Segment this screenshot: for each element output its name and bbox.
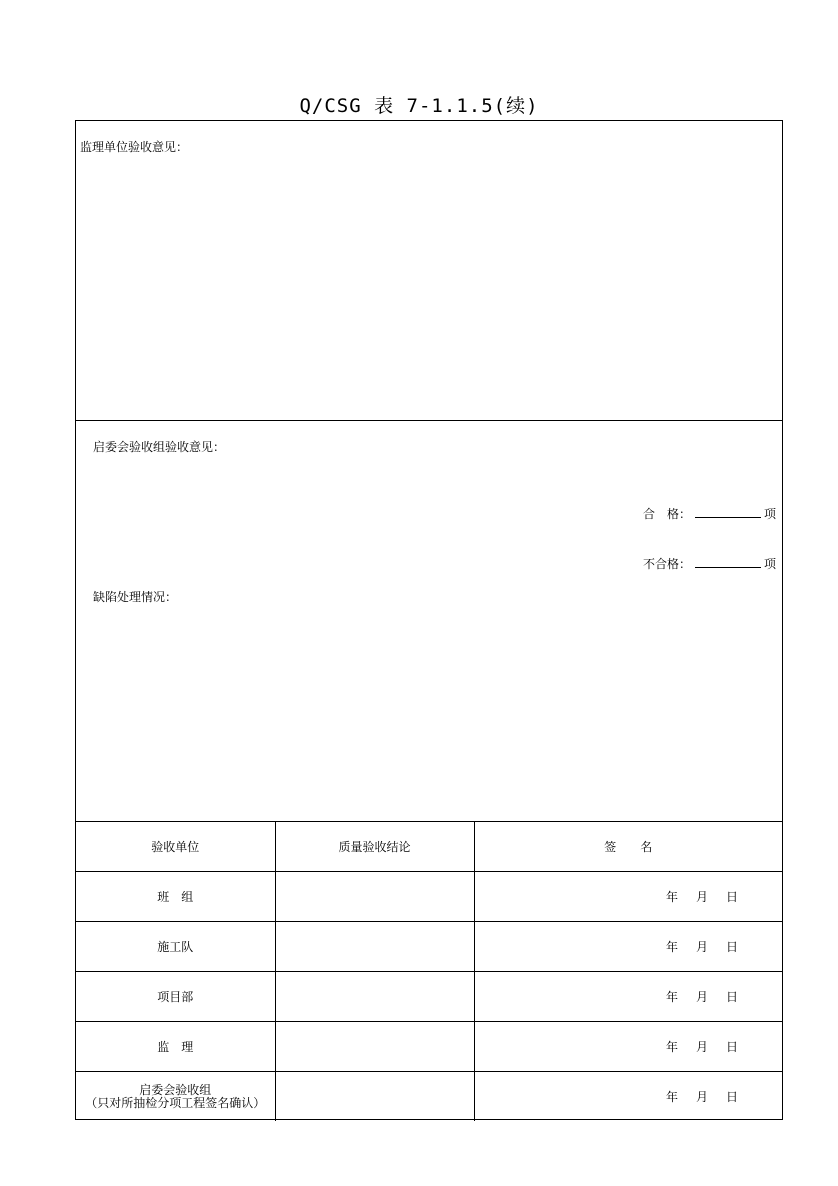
conclusion-cell[interactable] [275,1072,474,1122]
signature-cell[interactable] [474,1022,782,1072]
day-label: 日 [725,890,738,904]
month-label: 月 [695,1090,708,1104]
table-row [76,872,782,922]
acceptance-form [75,120,783,1120]
day-label: 日 [725,940,738,954]
day-label: 日 [725,1090,738,1104]
conclusion-cell[interactable] [275,972,474,1022]
signature-cell[interactable] [474,872,782,922]
signature-cell[interactable] [474,972,782,1022]
signature-table-header [76,822,782,872]
unqualified-count-field[interactable] [695,555,761,568]
supervision-opinion-label: 监理单位验收意见： [80,140,189,154]
signature-cell[interactable] [474,922,782,972]
committee-opinion-label: 启委会验收组验收意见： [93,440,226,454]
month-label: 月 [695,890,708,904]
defect-handling-label: 缺陷处理情况： [93,590,178,604]
year-label: 年 [665,990,678,1004]
qualified-row [643,505,776,522]
qualified-count-field[interactable] [695,505,761,518]
committee-opinion-section [76,421,782,821]
table-row [76,1022,782,1072]
day-label: 日 [725,1040,738,1054]
unit-cell [76,1072,275,1122]
unit-name: 启委会验收组 [139,1082,212,1097]
conclusion-cell[interactable] [275,922,474,972]
header-unit: 验收单位 [76,822,275,872]
month-label: 月 [695,1040,708,1054]
unit-cell: 班 组 [76,872,275,922]
year-label: 年 [665,1090,678,1104]
unit-cell: 项目部 [76,972,275,1022]
year-label: 年 [665,890,678,904]
day-label: 日 [725,990,738,1004]
page-title: Q/CSG 表 7-1.1.5(续) [299,95,539,117]
unit-cell: 施工队 [76,922,275,972]
qualified-label: 合 格： [642,507,691,521]
month-label: 月 [695,990,708,1004]
supervision-opinion-section [76,121,782,421]
table-row [76,972,782,1022]
signature-cell[interactable] [474,1072,782,1122]
month-label: 月 [695,940,708,954]
unqualified-label: 不合格： [642,557,691,571]
signature-table [76,821,782,1121]
unqualified-row [643,555,776,572]
header-signature: 签 名 [474,822,782,872]
table-row [76,922,782,972]
conclusion-cell[interactable] [275,1022,474,1072]
header-conclusion: 质量验收结论 [275,822,474,872]
year-label: 年 [665,940,678,954]
conclusion-cell[interactable] [275,872,474,922]
unit-cell: 监 理 [76,1022,275,1072]
year-label: 年 [665,1040,678,1054]
table-row [76,1072,782,1122]
unqualified-unit: 项 [763,557,776,571]
unit-note: （只对所抽检分项工程签名确认） [85,1095,266,1110]
qualified-unit: 项 [763,507,776,521]
